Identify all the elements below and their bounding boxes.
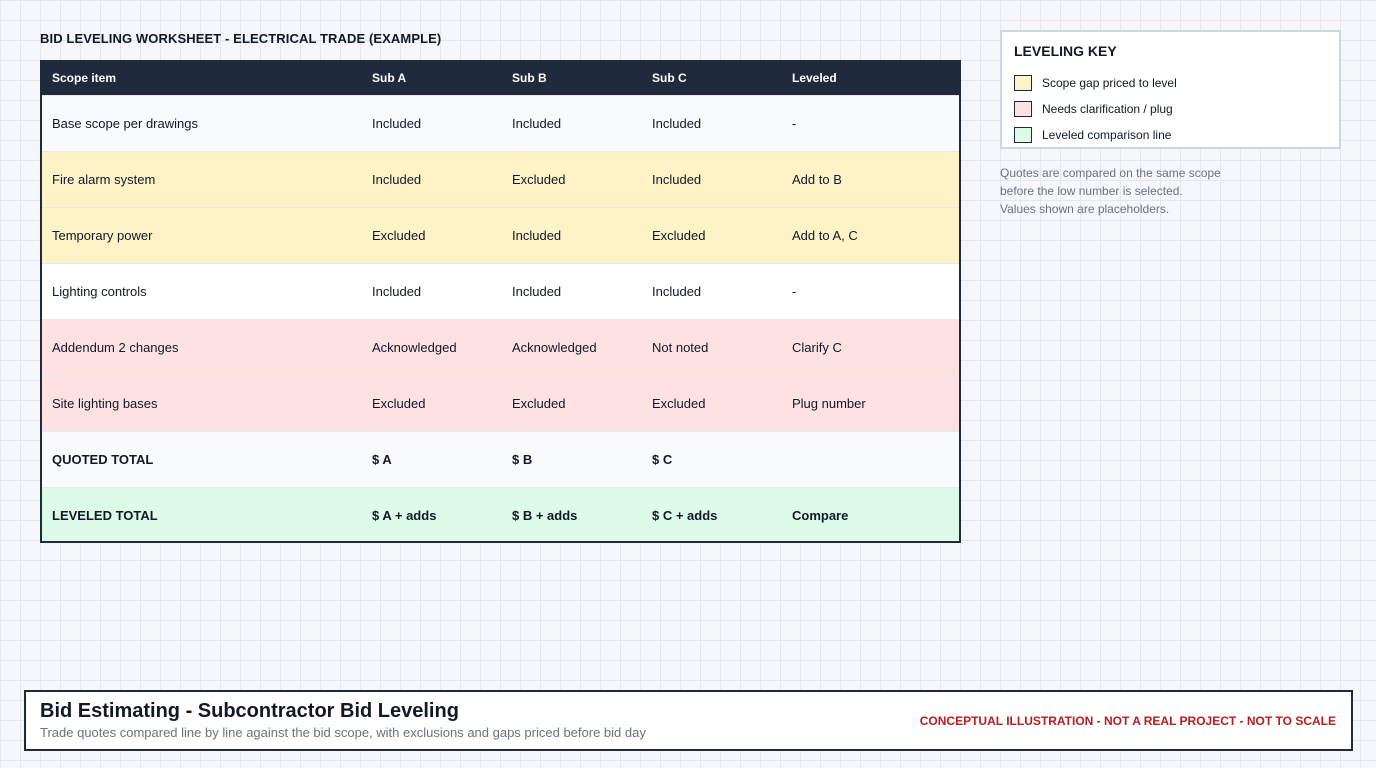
column-header-sub-a: Sub A [372,71,407,86]
table-header-row [42,62,959,95]
leveled-cell: Clarify C [782,319,959,375]
sub-a-cell: Excluded [362,207,502,263]
leveled-cell: - [782,263,959,319]
footer-disclaimer: CONCEPTUAL ILLUSTRATION - NOT A REAL PROJECT - NOT TO SCALE [919,714,1336,728]
scope-item-cell: Addendum 2 changes [42,319,362,375]
sub-a-cell: Excluded [362,375,502,431]
sub-c-cell: Included [642,95,782,151]
sub-c-cell: $ C + adds [642,487,782,543]
sub-c-cell: Not noted [642,319,782,375]
scope-item-cell: Fire alarm system [42,151,362,207]
title-block [24,690,1353,751]
column-header-sub-b: Sub B [512,71,547,86]
table-row [42,375,959,431]
column-header-sub-c: Sub C [652,71,687,86]
footer-title: Bid Estimating - Subcontractor Bid Leveling [40,700,459,722]
sub-a-cell: Included [362,95,502,151]
table-row [42,319,959,375]
column-header-scope-item: Scope item [52,71,117,86]
leveled-cell [782,431,959,487]
sub-c-cell: $ C [642,431,782,487]
sub-a-cell: Included [362,263,502,319]
sub-b-cell: Acknowledged [502,319,642,375]
column-header-leveled: Leveled [792,71,837,86]
table-row [42,151,959,207]
scope-item-cell: Lighting controls [42,263,362,319]
leveled-cell: Plug number [782,375,959,431]
scope-item-cell: Base scope per drawings [42,95,362,151]
sub-b-cell: Included [502,95,642,151]
sub-c-cell: Excluded [642,207,782,263]
table-row [42,95,959,151]
key-note-line: before the low number is selected. [1000,184,1183,198]
key-note-line: Quotes are compared on the same scope [1000,166,1221,180]
table-row [42,207,959,263]
quoted-total-row [42,431,959,487]
sub-a-cell: $ A + adds [362,487,502,543]
sub-a-cell: Acknowledged [362,319,502,375]
sub-b-cell: $ B + adds [502,487,642,543]
key-item-label: Leveled comparison line [1042,128,1172,142]
leveling-key [1000,30,1341,149]
key-item-leveled-line [1014,122,1327,148]
scope-item-cell: Temporary power [42,207,362,263]
bid-leveling-table [40,60,961,543]
leveled-cell: Add to A, C [782,207,959,263]
leveled-cell: - [782,95,959,151]
sub-c-cell: Excluded [642,375,782,431]
key-item-label: Scope gap priced to level [1042,76,1177,90]
key-note-line: Values shown are placeholders. [1000,202,1170,216]
key-note [1000,164,1221,218]
red-swatch-icon [1014,101,1032,117]
scope-item-cell: Site lighting bases [42,375,362,431]
leveled-cell: Add to B [782,151,959,207]
worksheet-title: BID LEVELING WORKSHEET - ELECTRICAL TRADE (EXAMPLE) [40,31,442,46]
sub-b-cell: Excluded [502,151,642,207]
sub-b-cell: Included [502,263,642,319]
leveled-total-row [42,487,959,543]
table-row [42,263,959,319]
yellow-swatch-icon [1014,75,1032,91]
key-item-scope-gap [1014,70,1327,96]
sub-a-cell: $ A [362,431,502,487]
scope-item-cell: QUOTED TOTAL [42,431,362,487]
sub-a-cell: Included [362,151,502,207]
green-swatch-icon [1014,127,1032,143]
sub-c-cell: Included [642,263,782,319]
leveling-key-title: LEVELING KEY [1014,43,1117,59]
sub-b-cell: Included [502,207,642,263]
sub-b-cell: $ B [502,431,642,487]
sub-c-cell: Included [642,151,782,207]
key-item-clarification [1014,96,1327,122]
scope-item-cell: LEVELED TOTAL [42,487,362,543]
key-item-label: Needs clarification / plug [1042,102,1173,116]
sub-b-cell: Excluded [502,375,642,431]
footer-subtitle: Trade quotes compared line by line against the bid scope, with exclusions and gaps priced before bid day [40,725,646,740]
leveled-cell: Compare [782,487,959,543]
